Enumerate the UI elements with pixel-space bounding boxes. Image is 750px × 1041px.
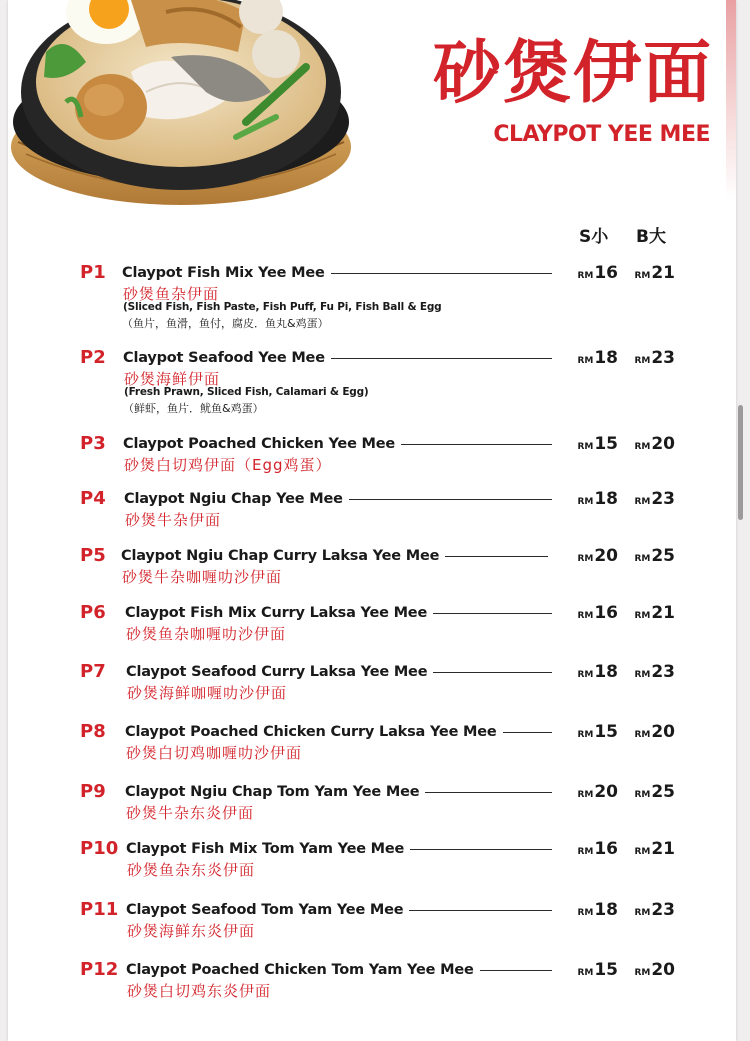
menu-item [8, 959, 736, 1019]
currency-label: RM [577, 730, 594, 740]
currency-label: RM [634, 847, 651, 857]
price-big [625, 661, 675, 686]
currency-label: RM [577, 790, 594, 800]
item-name-row [123, 349, 560, 367]
price-small [568, 262, 618, 287]
item-name-row [126, 663, 560, 681]
currency-label: RM [577, 908, 594, 918]
item-code: P1 [80, 262, 106, 283]
currency-label: RM [577, 847, 594, 857]
item-name-row [122, 264, 560, 282]
item-name: Claypot Ngiu Chap Yee Mee [124, 491, 343, 507]
price-big [625, 545, 675, 570]
price-big [625, 781, 675, 806]
currency-label: RM [634, 497, 651, 507]
currency-label: RM [634, 968, 651, 978]
menu-title-en: CLAYPOT YEE MEE [493, 122, 710, 147]
item-description-zh: （鲜虾，鱼片．鱿鱼&鸡蛋） [123, 402, 264, 415]
item-description-zh: （鱼片，鱼滑，鱼付，腐皮．鱼丸&鸡蛋） [122, 317, 329, 330]
price-value: 20 [651, 722, 675, 742]
item-name-row [124, 490, 560, 508]
leader-line [331, 273, 552, 274]
currency-label: RM [634, 554, 651, 564]
item-name: Claypot Poached Chicken Tom Yam Yee Mee [126, 962, 474, 978]
currency-label: RM [577, 271, 594, 281]
menu-item [8, 838, 736, 898]
item-name: Claypot Seafood Yee Mee [123, 350, 325, 366]
item-code: P9 [80, 781, 106, 802]
item-code: P10 [80, 838, 119, 859]
leader-line [445, 556, 548, 557]
menu-item [8, 433, 736, 493]
currency-label: RM [577, 968, 594, 978]
leader-line [503, 732, 552, 733]
item-name-zh: 砂煲牛杂咖喱叻沙伊面 [122, 568, 283, 586]
menu-item [8, 602, 736, 662]
item-code: P6 [80, 602, 106, 623]
price-small [568, 488, 618, 513]
price-value: 18 [594, 900, 618, 920]
menu-page [8, 0, 736, 1041]
price-value: 20 [651, 960, 675, 980]
leader-line [409, 910, 552, 911]
item-name: Claypot Fish Mix Tom Yam Yee Mee [126, 841, 405, 857]
size-small-header: S小 [579, 227, 609, 247]
price-big [625, 262, 675, 287]
item-name-zh: 砂煲白切鸡咖喱叻沙伊面 [126, 744, 303, 762]
item-name-zh: 砂煲牛杂伊面 [125, 511, 222, 529]
leader-line [331, 358, 552, 359]
price-value: 23 [651, 662, 675, 682]
claypot-dish-image [8, 0, 356, 212]
currency-label: RM [577, 442, 594, 452]
item-code: P12 [80, 959, 119, 980]
currency-label: RM [577, 670, 594, 680]
item-code: P2 [80, 347, 106, 368]
item-name: Claypot Seafood Tom Yam Yee Mee [126, 902, 404, 918]
currency-label: RM [634, 908, 651, 918]
item-name: Claypot Poached Chicken Yee Mee [123, 436, 396, 452]
currency-label: RM [577, 497, 594, 507]
item-name-zh: 砂煲鱼杂伊面 [123, 285, 220, 303]
price-value: 21 [651, 263, 675, 283]
size-big-header: B大 [636, 227, 666, 247]
price-value: 20 [594, 782, 618, 802]
item-name-row [125, 604, 560, 622]
item-name: Claypot Ngiu Chap Curry Laksa Yee Mee [121, 548, 440, 564]
price-value: 15 [594, 960, 618, 980]
price-value: 23 [651, 348, 675, 368]
price-small [568, 838, 618, 863]
currency-label: RM [634, 356, 651, 366]
menu-item [8, 721, 736, 781]
item-name-zh: 砂煲白切鸡伊面（Egg鸡蛋） [124, 456, 332, 474]
price-value: 15 [594, 434, 618, 454]
item-code: P11 [80, 899, 119, 920]
menu-title-zh: 砂煲伊面 [432, 34, 713, 113]
price-value: 18 [594, 662, 618, 682]
item-code: P4 [80, 488, 106, 509]
price-value: 23 [651, 489, 675, 509]
currency-label: RM [634, 611, 651, 621]
price-value: 16 [594, 263, 618, 283]
item-code: P3 [80, 433, 106, 454]
price-value: 21 [651, 839, 675, 859]
price-big [625, 899, 675, 924]
menu-item [8, 899, 736, 959]
price-big [625, 602, 675, 627]
price-value: 23 [651, 900, 675, 920]
price-value: 15 [594, 722, 618, 742]
menu-item [8, 661, 736, 721]
item-name-zh: 砂煲鱼杂东炎伊面 [127, 861, 256, 879]
price-small [568, 899, 618, 924]
item-name-row [121, 547, 556, 565]
price-big [625, 347, 675, 372]
item-name-row [125, 783, 560, 801]
item-name-row [126, 901, 560, 919]
currency-label: RM [634, 730, 651, 740]
price-value: 18 [594, 348, 618, 368]
price-value: 18 [594, 489, 618, 509]
item-name-zh: 砂煲牛杂东炎伊面 [126, 804, 255, 822]
item-code: P5 [80, 545, 106, 566]
leader-line [410, 849, 552, 850]
menu-item [8, 347, 736, 415]
menu-item [8, 488, 736, 548]
price-value: 16 [594, 603, 618, 623]
price-value: 25 [651, 782, 675, 802]
item-name-row [126, 840, 560, 858]
leader-line [433, 672, 552, 673]
price-big [625, 838, 675, 863]
item-name: Claypot Seafood Curry Laksa Yee Mee [126, 664, 428, 680]
menu-item [8, 781, 736, 841]
item-name-zh: 砂煲白切鸡东炎伊面 [127, 982, 272, 1000]
item-description-en: (Sliced Fish, Fish Paste, Fish Puff, Fu Pi, Fish Ball & Egg [123, 301, 442, 313]
price-small [568, 721, 618, 746]
item-name-row [125, 723, 560, 741]
item-name-zh: 砂煲鱼杂咖喱叻沙伊面 [126, 625, 287, 643]
currency-label: RM [577, 554, 594, 564]
item-name-zh: 砂煲海鲜东炎伊面 [127, 922, 256, 940]
item-name: Claypot Poached Chicken Curry Laksa Yee Mee [125, 724, 497, 740]
scrollbar[interactable] [738, 405, 743, 520]
price-small [568, 959, 618, 984]
price-value: 20 [594, 546, 618, 566]
price-big [625, 959, 675, 984]
price-big [625, 721, 675, 746]
leader-line [425, 792, 552, 793]
price-value: 20 [651, 434, 675, 454]
currency-label: RM [634, 442, 651, 452]
price-small [568, 781, 618, 806]
leader-line [433, 613, 552, 614]
decorative-strip [726, 0, 736, 200]
price-big [625, 488, 675, 513]
currency-label: RM [577, 611, 594, 621]
price-small [568, 602, 618, 627]
menu-item [8, 545, 736, 605]
price-small [568, 545, 618, 570]
item-description-en: (Fresh Prawn, Sliced Fish, Calamari & Egg) [124, 386, 369, 398]
item-name-row [126, 961, 560, 979]
price-big [625, 433, 675, 458]
currency-label: RM [634, 670, 651, 680]
menu-item [8, 262, 736, 330]
item-name: Claypot Ngiu Chap Tom Yam Yee Mee [125, 784, 420, 800]
price-value: 21 [651, 603, 675, 623]
price-value: 16 [594, 839, 618, 859]
price-value: 25 [651, 546, 675, 566]
item-name-zh: 砂煲海鲜咖喱叻沙伊面 [127, 684, 288, 702]
currency-label: RM [577, 356, 594, 366]
item-name-zh: 砂煲海鲜伊面 [124, 370, 221, 388]
currency-label: RM [634, 790, 651, 800]
leader-line [401, 444, 552, 445]
item-name: Claypot Fish Mix Yee Mee [122, 265, 325, 281]
price-small [568, 433, 618, 458]
item-code: P7 [80, 661, 106, 682]
item-name-row [123, 435, 560, 453]
currency-label: RM [634, 271, 651, 281]
leader-line [349, 499, 552, 500]
price-small [568, 661, 618, 686]
item-name: Claypot Fish Mix Curry Laksa Yee Mee [125, 605, 428, 621]
price-small [568, 347, 618, 372]
leader-line [480, 970, 552, 971]
item-code: P8 [80, 721, 106, 742]
